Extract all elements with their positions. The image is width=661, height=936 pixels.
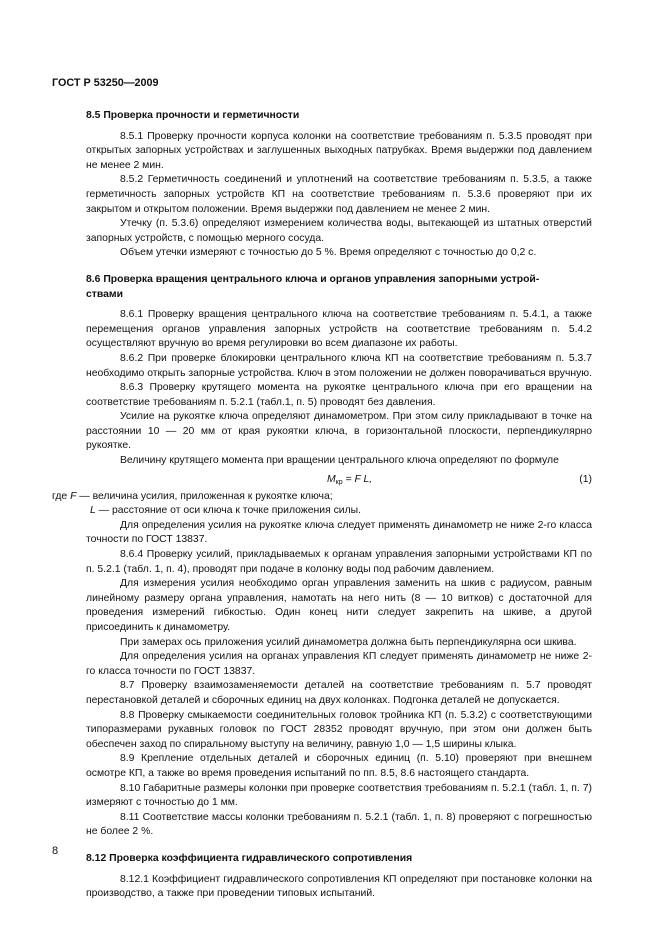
paragraph-8-8: 8.8 Проверку смыкаемости соединительных головок тройника КП (п. 5.3.2) с соответствующими типоразмерами рукавных головок по ГОСТ 28352 проводят вручную, при этом они должен быть обеспечен заход по спиральному выступу на величину, равную 1,0 — 1,5 ширины клыка.	[86, 709, 592, 750]
formula-subscript: кр	[335, 478, 343, 486]
formula-number: (1)	[579, 473, 592, 485]
paragraph-torque-formula-intro: Величину крутящего момента при вращении центрального ключа определяют по формуле	[120, 455, 559, 467]
paragraph-axis: При замерах ось приложения усилий динамометра должна быть перпендикулярна оси шкива.	[120, 636, 577, 648]
formula-1	[86, 473, 592, 488]
paragraph-dynamometer-kp: Для определения усилия на органах управления КП следует применять динамометр не ниже 2-го класса точности по ГОСТ 13837.	[86, 651, 592, 677]
paragraph-handle-force: Усилие на рукоятке ключа определяют динамометром. При этом силу прикладывают в точке на расстоянии 10 — 20 мм от края рукоятки ключа, в горизонтальной плоскости, перпендикулярно рукоятке.	[86, 411, 592, 452]
standard-header: ГОСТ Р 53250—2009	[52, 77, 159, 89]
section-heading-8-5: 8.5 Проверка прочности и герметичности	[86, 110, 300, 121]
paragraph-8-7: 8.7 Проверку взаимозаменяемости деталей на соответствие требованиям п. 5.7 проводят перестановкой деталей и сборочных единиц на двух колонках. Подгонка деталей не допускается.	[86, 680, 592, 706]
formula-rhs: = F L,	[342, 473, 373, 485]
formula-lhs: M	[327, 473, 336, 485]
paragraph-8-11: 8.11 Соответствие массы колонки требованиям п. 5.2.1 (табл. 1, п. 8) проверяют с погрешностью не более 2 %.	[86, 811, 592, 838]
section-heading-8-12: 8.12 Проверка коэффициента гидравлического сопротивления	[86, 852, 413, 864]
legend-symbol-f: F	[70, 490, 77, 502]
paragraph-8-6-1: 8.6.1 Проверку вращения центрального ключа на соответствие требованиям п. 5.4.1, а также перемещения органов управления запорных устройств на соответствие требованиям п. 5.4.2 осуществляют вручную во время регулировки во всем диапазоне их работы.	[86, 309, 592, 350]
paragraph-8-10: 8.10 Габаритные размеры колонки при проверке соответствия требованиям п. 5.2.1 (табл. 1, п. 7) измеряют с точностью до 1 мм.	[86, 782, 592, 809]
paragraph-leak-volume: Объем утечки измеряют с точностью до 5 %. Время определяют с точностью до 0,2 с.	[120, 247, 537, 259]
paragraph-8-9: 8.9 Крепление отдельных деталей и сборочных единиц (п. 5.10) проверяют при внешнем осмотре КП, а также во время проведения испытаний по пп. 8.5, 8.6 настоящего стандарта.	[86, 753, 592, 779]
paragraph-8-6-3: 8.6.3 Проверку крутящего момента на рукоятке центрального ключа при его вращении на соответствие требованиям п. 5.2.1 (табл.1, п. 5) проводят без давления.	[86, 382, 592, 408]
paragraph-8-5-1: 8.5.1 Проверку прочности корпуса колонки на соответствие требованиям п. 5.3.5 проводят при открытых запорных устройствах и заглушенных выходных патрубках. Время выдержки под давлением не менее 2 мин.	[86, 130, 592, 171]
section-heading-8-6-line1: 8.6 Проверка вращения центрального ключа и органов управления запорными устрой-	[86, 273, 540, 285]
section-heading-8-6-line2: ствами	[86, 288, 123, 300]
legend-symbol-l: L	[90, 505, 96, 517]
legend-text-f: — величина усилия, приложенная к рукоятке ключа;	[76, 490, 333, 502]
page-number: 8	[52, 845, 59, 857]
legend-prefix: где	[52, 490, 71, 502]
paragraph-8-5-2: 8.5.2 Герметичность соединений и уплотнений на соответствие требованиям п. 5.3.5, а также герметичность запорных устройств КП на соответствие требованиям п. 5.3.6 проверяют при их закрытом и открытом положении. Время выдержки под давлением не менее 2 мин.	[86, 174, 592, 215]
section-heading-8-6	[86, 273, 592, 302]
paragraph-dynamometer-class: Для определения усилия на рукоятке ключа следует применять динамометр не ниже 2-го класса точности по ГОСТ 13837.	[86, 519, 592, 546]
paragraph-pulley: Для измерения усилия необходимо орган управления заменить на шкив с радиусом, равным линейному размеру органа управления, намотать на него нить (8 — 10 витков) с достаточной для проведения измерений гибкостью. Один конец нити следует закрепить на шкиве, а другой присоединить к динамометру.	[86, 578, 592, 633]
paragraph-8-6-4: 8.6.4 Проверку усилий, прикладываемых к органам управления запорными устройствами КП по п. 5.2.1 (табл. 1, п. 4), проводят при подаче в колонку воды под рабочим давлением.	[86, 549, 592, 575]
document-body	[52, 109, 592, 902]
legend-text-l: — расстояние от оси ключа к точке приложения силы.	[95, 505, 362, 517]
formula-legend-l	[90, 504, 592, 519]
paragraph-leak: Утечку (п. 5.3.6) определяют измерением количества воды, вытекающей из штатных отверстий запорных устройств, с помощью мерного сосуда.	[86, 218, 592, 244]
paragraph-8-12-1: 8.12.1 Коэффициент гидравлического сопротивления КП определяют при постановке колонки на производство, а также при проведении типовых испытаний.	[86, 873, 592, 900]
paragraph-8-6-2: 8.6.2 При проверке блокировки центрального ключа КП на соответствие требованиям п. 5.3.7 необходимо открыть запорные устройства. Ключ в этом положении не должен поворачиваться вручную.	[86, 352, 592, 379]
formula-expression	[327, 473, 372, 491]
formula-legend-f	[52, 490, 592, 505]
